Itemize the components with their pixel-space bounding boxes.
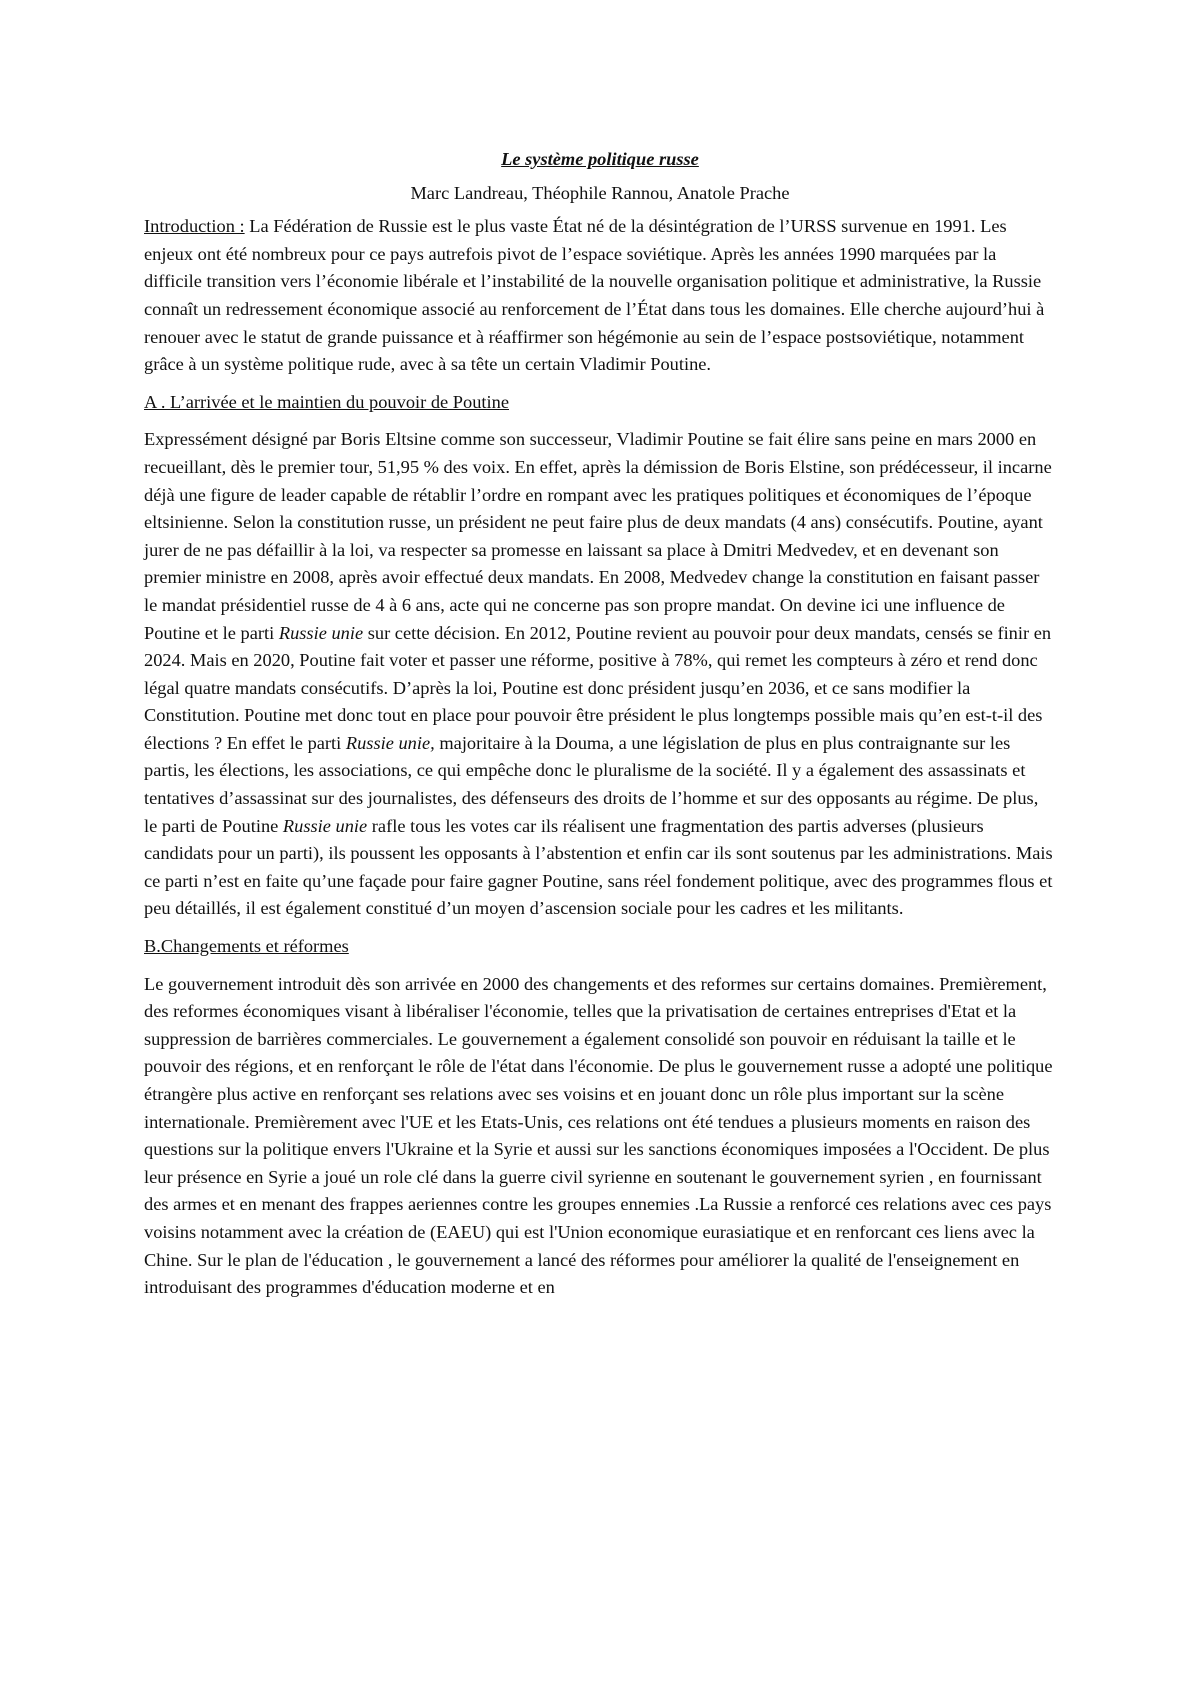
section-a-heading: A . L’arrivée et le maintien du pouvoir de Poutine	[144, 391, 510, 412]
section-b-heading: B.Changements et réformes	[144, 936, 349, 957]
section-a-text-4: rafle tous les votes car ils réalisent une fragmentation des partis adverses (plusieurs candidats pour un parti), ils poussent les opposants à l’abstention et enfin car ils sont soutenus par les administrations. Mais ce parti n’est en faite qu’une façade pour faire gagner Poutine, sans réel fondement politique, avec des programmes flous et peu détaillés, il est également constitué d’un moyen d’ascension sociale pour les cadres et les militants.	[144, 815, 1053, 919]
section-a-text-3: majoritaire à la Douma, a une législation de plus en plus contraignante sur les partis, les élections, les associations, ce qui empêche donc le pluralisme de la société. Il y a également des assassinats et tentatives d’assassinat sur des journalistes, des défenseurs des droits de l’homme et sur des opposants au régime. De plus, le parti de Poutine	[144, 732, 1039, 836]
document-authors: Marc Landreau, Théophile Rannou, Anatole Prache	[410, 182, 790, 203]
section-a-text-2: sur cette décision. En 2012, Poutine revient au pouvoir pour deux mandats, censés se finir en 2024. Mais en 2020, Poutine fait voter et passer une réforme, positive à 78%, qui remet les compteurs à zéro et rend donc légal quatre mandats consécutifs. D’après la loi, Poutine est donc président jusqu’en 2036, et ce sans modifier la Constitution. Poutine met donc tout en place pour pouvoir être président le plus longtemps possible mais qu’en est-t-il des élections ? En effet le parti	[144, 622, 1052, 753]
party-name-1: Russie unie	[278, 622, 364, 643]
party-name-3: Russie unie	[282, 815, 368, 836]
party-name-2: Russie unie,	[345, 732, 435, 753]
section-a-paragraph	[144, 426, 1056, 923]
introduction-label: Introduction :	[144, 216, 245, 237]
document-title: Le système politique russe	[501, 149, 699, 169]
introduction-text: La Fédération de Russie est le plus vaste État né de la désintégration de l’URSS survenue en 1991. Les enjeux ont été nombreux pour ce pays autrefois pivot de l’espace soviétique. Après les années 1990 marquées par la difficile transition vers l’économie libérale et l’instabilité de la nouvelle organisation politique et administrative, la Russie connaît un redressement économique associé au renforcement de l’État dans tous les domaines. Elle cherche aujourd’hui à renouer avec le statut de grande puissance et à réaffirmer son hégémonie au sein de l’espace postsoviétique, notamment grâce à un système politique rude, avec à sa tête un certain Vladimir Poutine.	[144, 216, 1045, 375]
document-body	[144, 146, 1056, 1312]
section-a-text-1: Expressément désigné par Boris Eltsine comme son successeur, Vladimir Poutine se fait élire sans peine en mars 2000 en recueillant, dès le premier tour, 51,95 % des voix. En effet, après la démission de Boris Elstine, son prédécesseur, il incarne déjà une figure de leader capable de rétablir l’ordre en rompant avec les pratiques politiques et économiques de l’époque eltsinienne. Selon la constitution russe, un président ne peut faire plus de deux mandats (4 ans) consécutifs. Poutine, ayant jurer de ne pas défaillir à la loi, va respecter sa promesse en laissant sa place à Dmitri Medvedev, et en devenant son premier ministre en 2008, après avoir effectué deux mandats. En 2008, Medvedev change la constitution en faisant passer le mandat présidentiel russe de 4 à 6 ans, acte qui ne concerne pas son propre mandat. On devine ici une influence de Poutine et le parti	[144, 429, 1052, 643]
introduction-paragraph	[144, 213, 1056, 379]
section-b-paragraph: Le gouvernement introduit dès son arrivée en 2000 des changements et des reformes sur certains domaines. Premièrement, des reformes économiques visant à libéraliser l'économie, telles que la privatisation de certaines entreprises d'Etat et la suppression de barrières commerciales. Le gouvernement a également consolidé son pouvoir en réduisant la taille et le pouvoir des régions, et en renforçant le rôle de l'état dans l'économie. De plus le gouvernement russe a adopté une politique étrangère plus active en renforçant ses relations avec ses voisins et en jouant donc un rôle plus important sur la scène internationale. Premièrement avec l'UE et les Etats-Unis, ces relations ont été tendues a plusieurs moments en raison des questions sur la politique envers l'Ukraine et la Syrie et aussi sur les sanctions économiques imposées a l'Occident. De plus leur présence en Syrie a joué un role clé dans la guerre civil syrienne en soutenant le gouvernement syrien , en fournissant des armes et en menant des frappes aeriennes contre les groupes ennemies .La Russie a renforcé ces relations avec ces pays voisins notamment avec la création de (EAEU) qui est l'Union economique eurasiatique et en renforcant ces liens avec la Chine. Sur le plan de l'éducation , le gouvernement a lancé des réformes pour améliorer la qualité de l'enseignement en introduisant des programmes d'éducation moderne et en	[144, 973, 1053, 1298]
